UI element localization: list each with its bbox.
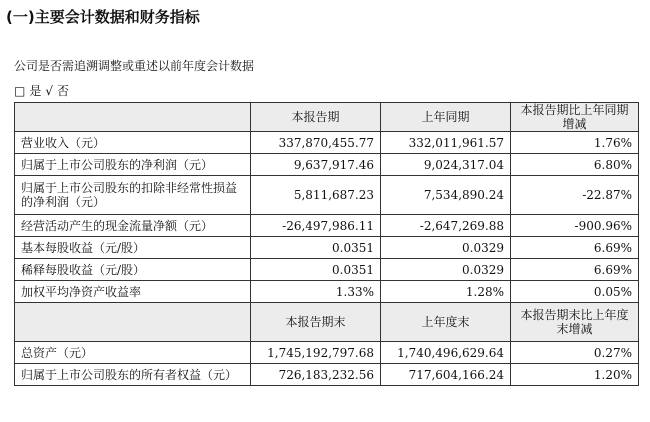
row-prior: 0.0329 [381, 237, 511, 259]
table2-header-row [15, 303, 639, 342]
table2-header-item [15, 303, 251, 342]
table2-header-prior: 上年度末 [381, 303, 511, 342]
restatement-answer [14, 82, 73, 99]
table-row [15, 176, 639, 215]
row-current: 726,183,232.56 [251, 364, 381, 386]
row-prior: 0.0329 [381, 259, 511, 281]
table-row [15, 237, 639, 259]
row-current: 9,637,917.46 [251, 154, 381, 176]
row-item: 总资产（元） [15, 342, 251, 364]
row-prior: 332,011,961.57 [381, 132, 511, 154]
checkbox-icon: □ [14, 84, 26, 98]
row-current: 1,745,192,797.68 [251, 342, 381, 364]
row-change: 1.20% [511, 364, 639, 386]
row-item: 稀释每股收益（元/股） [15, 259, 251, 281]
row-current: -26,497,986.11 [251, 215, 381, 237]
section-title: (一)主要会计数据和财务指标 [6, 8, 200, 26]
table2-header-current: 本报告期末 [251, 303, 381, 342]
row-change: 0.05% [511, 281, 639, 303]
row-prior: 717,604,166.24 [381, 364, 511, 386]
row-item: 归属于上市公司股东的扣除非经常性损益的净利润（元） [15, 176, 251, 215]
table2-header-change: 本报告期末比上年度末增减 [511, 303, 639, 342]
row-prior: -2,647,269.88 [381, 215, 511, 237]
row-change: 6.80% [511, 154, 639, 176]
row-change: -22.87% [511, 176, 639, 215]
table-row [15, 364, 639, 386]
row-current: 0.0351 [251, 259, 381, 281]
row-item: 归属于上市公司股东的所有者权益（元） [15, 364, 251, 386]
row-prior: 7,534,890.24 [381, 176, 511, 215]
financial-indicators-table [14, 102, 639, 386]
row-item: 经营活动产生的现金流量净额（元） [15, 215, 251, 237]
table-row [15, 132, 639, 154]
table-row [15, 215, 639, 237]
row-change: 1.76% [511, 132, 639, 154]
table-row [15, 154, 639, 176]
row-change: 6.69% [511, 237, 639, 259]
row-change: 6.69% [511, 259, 639, 281]
table1-header-change: 本报告期比上年同期增减 [511, 103, 639, 132]
row-current: 1.33% [251, 281, 381, 303]
row-current: 0.0351 [251, 237, 381, 259]
table1-header-prior: 上年同期 [381, 103, 511, 132]
table-row [15, 259, 639, 281]
row-item: 营业收入（元） [15, 132, 251, 154]
table1-header-item [15, 103, 251, 132]
row-change: 0.27% [511, 342, 639, 364]
row-prior: 1,740,496,629.64 [381, 342, 511, 364]
table-row [15, 281, 639, 303]
answer-yes: 是 [29, 84, 42, 98]
answer-no: 否 [57, 84, 70, 98]
row-prior: 1.28% [381, 281, 511, 303]
row-item: 归属于上市公司股东的净利润（元） [15, 154, 251, 176]
row-prior: 9,024,317.04 [381, 154, 511, 176]
restatement-question: 公司是否需追溯调整或重述以前年度会计数据 [14, 59, 255, 73]
row-current: 5,811,687.23 [251, 176, 381, 215]
row-current: 337,870,455.77 [251, 132, 381, 154]
row-change: -900.96% [511, 215, 639, 237]
table-row [15, 342, 639, 364]
check-mark-icon: √ [45, 84, 54, 98]
row-item: 基本每股收益（元/股） [15, 237, 251, 259]
table1-header-row [15, 103, 639, 132]
row-item: 加权平均净资产收益率 [15, 281, 251, 303]
table1-header-current: 本报告期 [251, 103, 381, 132]
